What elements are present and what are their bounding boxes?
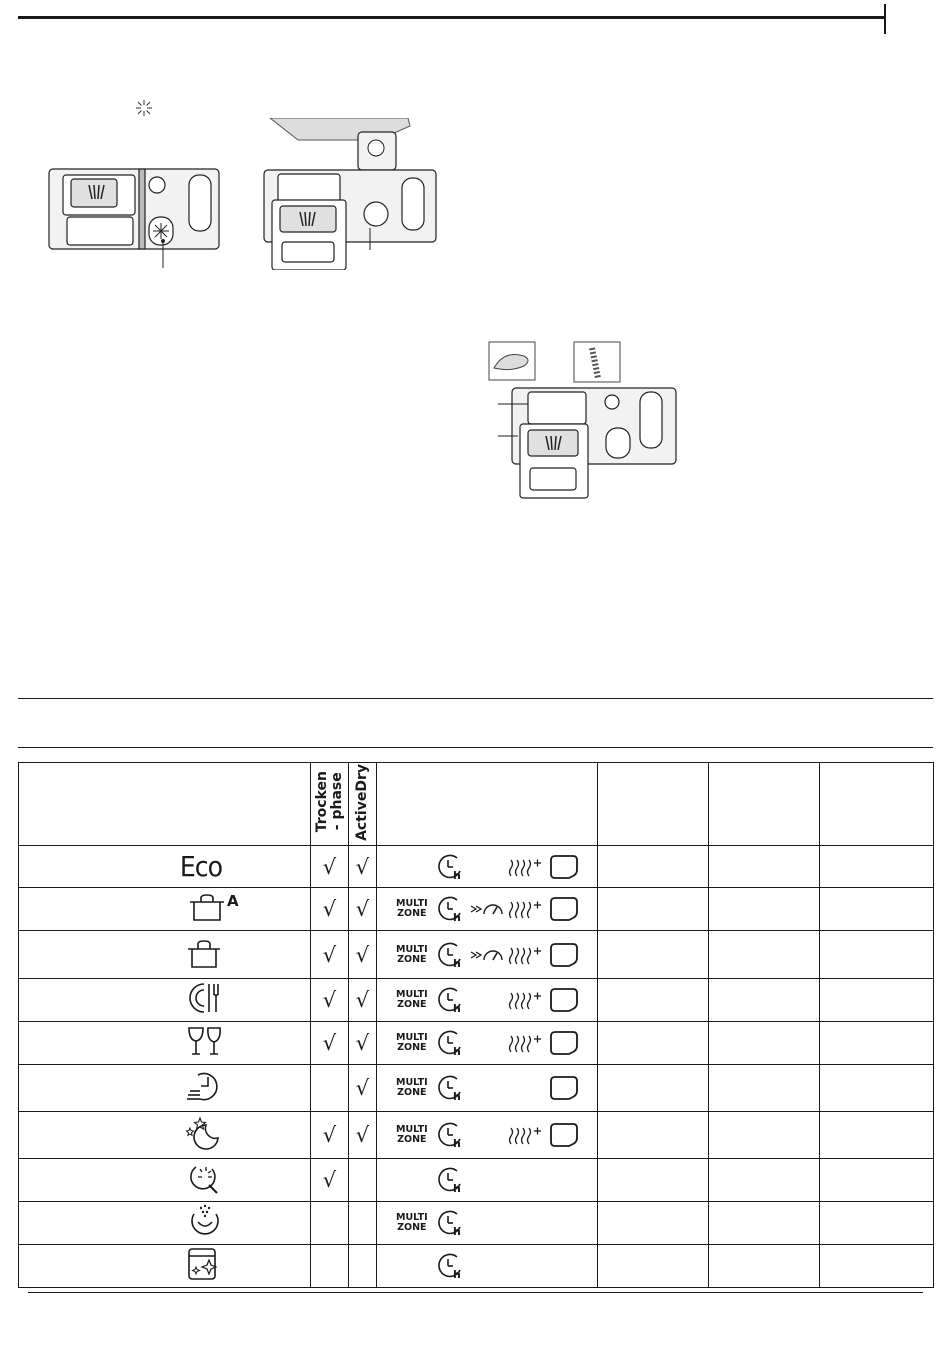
machine-care-icon: [186, 1247, 224, 1285]
trocken-cell: [311, 1065, 349, 1112]
empty-cell: [820, 1112, 934, 1159]
table-row: [19, 979, 934, 1022]
table-row: [19, 1112, 934, 1159]
auto-label: A: [227, 892, 239, 910]
trocken-cell: [311, 1112, 349, 1159]
empty-cell: [709, 1022, 820, 1065]
options-cell: [377, 888, 598, 931]
activedry-check-icon: √: [355, 854, 370, 879]
section-rule-2: [18, 747, 933, 748]
prewash-icon: [186, 1204, 224, 1242]
options-cell: [377, 1159, 598, 1202]
program-cell: [19, 1245, 311, 1288]
sparkle-icon: [135, 99, 153, 117]
tablet-icon: [549, 1030, 579, 1056]
header-activedry-label: ActiveDry: [354, 763, 370, 841]
program-cell: [19, 931, 311, 979]
steam-plus-icon: [508, 1124, 542, 1146]
timer-icon: [436, 941, 464, 969]
empty-cell: [598, 979, 709, 1022]
dispenser-figure-1: [45, 165, 225, 270]
multizone-label: MULTI ZONE: [396, 1212, 428, 1233]
empty-cell: [709, 1065, 820, 1112]
options-cell: [377, 1022, 598, 1065]
quick-clock-icon: [186, 1069, 224, 1107]
empty-cell: [709, 1112, 820, 1159]
trocken-check-icon: √: [322, 1123, 337, 1147]
activedry-cell: [349, 1159, 377, 1202]
table-row: [19, 846, 934, 888]
trocken-check-icon: √: [322, 897, 337, 921]
program-cell: [19, 1022, 311, 1065]
activedry-cell: [349, 931, 377, 979]
steam-plus-icon: [508, 944, 542, 966]
options-cell: [377, 1245, 598, 1288]
activedry-cell: [349, 1112, 377, 1159]
dispenser-figure-3: [488, 340, 684, 500]
empty-cell: [709, 1202, 820, 1245]
eco-program-label: Eco: [179, 850, 222, 883]
empty-cell: [820, 1245, 934, 1288]
pot-auto-icon: [184, 890, 242, 928]
table-row: [19, 888, 934, 931]
activedry-cell: [349, 1022, 377, 1065]
options-cell: [377, 1112, 598, 1159]
top-rule: [18, 16, 885, 19]
empty-cell: [820, 1065, 934, 1112]
table-row: [19, 1065, 934, 1112]
table-row: [19, 1159, 934, 1202]
activedry-cell: [349, 1065, 377, 1112]
trocken-cell: [311, 931, 349, 979]
trocken-check-icon: √: [322, 854, 337, 879]
activedry-check-icon: √: [355, 988, 370, 1012]
pot-icon: [184, 936, 224, 974]
activedry-check-icon: √: [355, 897, 370, 921]
steam-plus-icon: [508, 1032, 542, 1054]
steam-plus-icon: [508, 989, 542, 1011]
table-row: [19, 1022, 934, 1065]
activedry-check-icon: √: [355, 1031, 370, 1055]
activedry-cell: [349, 979, 377, 1022]
header-options: [377, 763, 598, 846]
empty-cell: [709, 1159, 820, 1202]
timer-icon: [436, 1121, 464, 1149]
section-rule-1: [18, 698, 933, 699]
empty-cell: [598, 888, 709, 931]
program-cell: [19, 1159, 311, 1202]
timer-icon: [436, 1209, 464, 1237]
trocken-cell: [311, 1022, 349, 1065]
night-moon-icon: [184, 1116, 224, 1154]
top-rule-tick: [884, 4, 886, 34]
booster-icon: [470, 946, 504, 964]
table-row: [19, 931, 934, 979]
program-cell: [19, 1112, 311, 1159]
glasses-icon: [186, 1024, 224, 1062]
empty-cell: [598, 1065, 709, 1112]
multizone-label: MULTI ZONE: [396, 1124, 428, 1145]
steam-plus-icon: [508, 856, 542, 878]
trocken-cell: [311, 979, 349, 1022]
empty-cell: [820, 888, 934, 931]
trocken-cell: [311, 888, 349, 931]
timer-icon: [436, 1029, 464, 1057]
empty-cell: [709, 846, 820, 888]
multizone-label: MULTI ZONE: [396, 943, 428, 965]
table-row: [19, 1245, 934, 1288]
timer-icon: [436, 853, 464, 881]
programme-table: [18, 762, 934, 1288]
empty-cell: [820, 931, 934, 979]
empty-cell: [820, 1159, 934, 1202]
plate-cutlery-icon: [186, 981, 224, 1019]
empty-cell: [598, 1022, 709, 1065]
trocken-cell: [311, 846, 349, 888]
header-trocken-label: Trocken - phase: [313, 771, 345, 833]
program-cell: [19, 846, 311, 888]
tablet-icon: [549, 987, 579, 1013]
multizone-label: MULTI ZONE: [396, 1077, 428, 1098]
activedry-cell: [349, 846, 377, 888]
options-cell: [377, 979, 598, 1022]
trocken-cell: [311, 1159, 349, 1202]
trocken-check-icon: √: [322, 988, 337, 1012]
header-activedry: [349, 763, 377, 846]
program-cell: [19, 979, 311, 1022]
multizone-label: MULTI ZONE: [396, 898, 428, 919]
header-col-6: [709, 763, 820, 846]
activedry-cell: [349, 1245, 377, 1288]
dispenser-figure-2: [258, 118, 438, 270]
empty-cell: [820, 979, 934, 1022]
empty-cell: [598, 1112, 709, 1159]
trocken-check-icon: √: [322, 942, 337, 967]
trocken-check-icon: √: [322, 1168, 337, 1192]
options-cell: [377, 1202, 598, 1245]
booster-icon: [470, 900, 504, 918]
table-header-row: [19, 763, 934, 846]
trocken-cell: [311, 1245, 349, 1288]
activedry-check-icon: √: [355, 1076, 370, 1100]
empty-cell: [709, 979, 820, 1022]
options-cell: [377, 931, 598, 979]
options-cell: [377, 1065, 598, 1112]
tablet-icon: [549, 942, 579, 968]
steam-plus-icon: [508, 898, 542, 920]
header-col-7: [820, 763, 934, 846]
activedry-cell: [349, 888, 377, 931]
timer-icon: [436, 895, 464, 923]
timer-icon: [436, 1252, 464, 1280]
empty-cell: [598, 1245, 709, 1288]
empty-cell: [598, 1159, 709, 1202]
tablet-icon: [549, 1122, 579, 1148]
empty-cell: [820, 846, 934, 888]
options-cell: [377, 846, 598, 888]
header-col-5: [598, 763, 709, 846]
header-program: [19, 763, 311, 846]
tablet-icon: [549, 896, 579, 922]
program-cell: [19, 1065, 311, 1112]
activedry-check-icon: √: [355, 942, 370, 967]
empty-cell: [598, 846, 709, 888]
tablet-icon: [549, 1075, 579, 1101]
trocken-check-icon: √: [322, 1031, 337, 1055]
activedry-check-icon: √: [355, 1123, 370, 1147]
timer-icon: [436, 986, 464, 1014]
sensor-magnifier-icon: [186, 1161, 224, 1199]
activedry-cell: [349, 1202, 377, 1245]
timer-icon: [436, 1166, 464, 1194]
bottom-rule: [28, 1292, 923, 1293]
empty-cell: [598, 931, 709, 979]
program-cell: [19, 1202, 311, 1245]
empty-cell: [709, 888, 820, 931]
multizone-label: MULTI ZONE: [396, 989, 428, 1010]
program-cell: [19, 888, 311, 931]
timer-icon: [436, 1074, 464, 1102]
tablet-icon: [549, 854, 579, 880]
empty-cell: [598, 1202, 709, 1245]
header-trocken: [311, 763, 349, 846]
table-row: [19, 1202, 934, 1245]
empty-cell: [820, 1202, 934, 1245]
empty-cell: [709, 1245, 820, 1288]
trocken-cell: [311, 1202, 349, 1245]
multizone-label: MULTI ZONE: [396, 1032, 428, 1053]
empty-cell: [820, 1022, 934, 1065]
empty-cell: [709, 931, 820, 979]
